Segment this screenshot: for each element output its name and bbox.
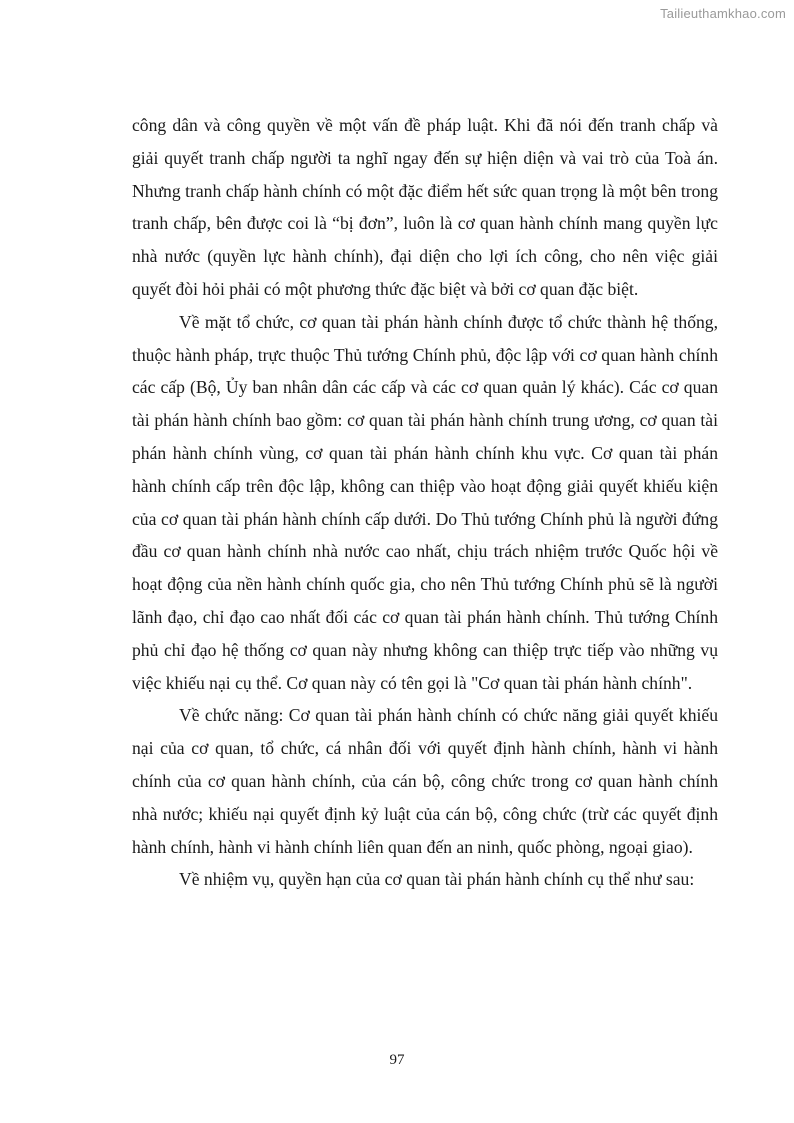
watermark: Tailieuthamkhao.com bbox=[660, 6, 786, 21]
paragraph-function: Về chức năng: Cơ quan tài phán hành chính có chức năng giải quyết khiếu nại của cơ quan, tổ chức, cá nhân đối với quyết định hành chính, hành vi hành chính của cơ quan hành chính, của cán bộ, công chức trong cơ quan hành chính nhà nước; khiếu nại quyết định kỷ luật của cán bộ, công chức (trừ các quyết định hành chính, hành vi hành chính liên quan đến an ninh, quốc phòng, ngoại giao). bbox=[132, 705, 718, 857]
paragraph-organization: Về mặt tổ chức, cơ quan tài phán hành chính được tổ chức thành hệ thống, thuộc hành pháp, trực thuộc Thủ tướng Chính phủ, độc lập với cơ quan hành chính các cấp (Bộ, Ủy ban nhân dân các cấp và các cơ quan quản lý khác). Các cơ quan tài phán hành chính bao gồm: cơ quan tài phán hành chính trung ương, cơ quan tài phán hành chính vùng, cơ quan tài phán hành chính khu vực. Cơ quan tài phán hành chính cấp trên độc lập, không can thiệp vào hoạt động giải quyết khiếu kiện của cơ quan tài phán hành chính cấp dưới. Do Thủ tướng Chính phủ là người đứng đầu cơ quan hành chính nhà nước cao nhất, chịu trách nhiệm trước Quốc hội về hoạt động của nền hành chính quốc gia, cho nên Thủ tướng Chính phủ sẽ là người lãnh đạo, chỉ đạo cao nhất đối các cơ quan tài phán hành chính. Thủ tướng Chính phủ chỉ đạo hệ thống cơ quan này nhưng không can thiệp trực tiếp vào những vụ việc khiếu nại cụ thể. Cơ quan này có tên gọi là "Cơ quan tài phán hành chính". bbox=[132, 311, 718, 693]
paragraph-duties: Về nhiệm vụ, quyền hạn của cơ quan tài phán hành chính cụ thể như sau: bbox=[179, 869, 695, 890]
page-number: 97 bbox=[389, 1052, 405, 1068]
document-body bbox=[132, 109, 718, 896]
paragraph-continuation: công dân và công quyền về một vấn đề pháp luật. Khi đã nói đến tranh chấp và giải quyết tranh chấp người ta nghĩ ngay đến sự hiện diện và vai trò của Toà án. Nhưng tranh chấp hành chính có một đặc điểm hết sức quan trọng là một bên trong tranh chấp, bên được coi là “bị đơn”, luôn là cơ quan hành chính mang quyền lực nhà nước (quyền lực hành chính), đại diện cho lợi ích công, cho nên việc giải quyết đòi hỏi phải có một phương thức đặc biệt và bởi cơ quan đặc biệt. bbox=[132, 115, 718, 299]
